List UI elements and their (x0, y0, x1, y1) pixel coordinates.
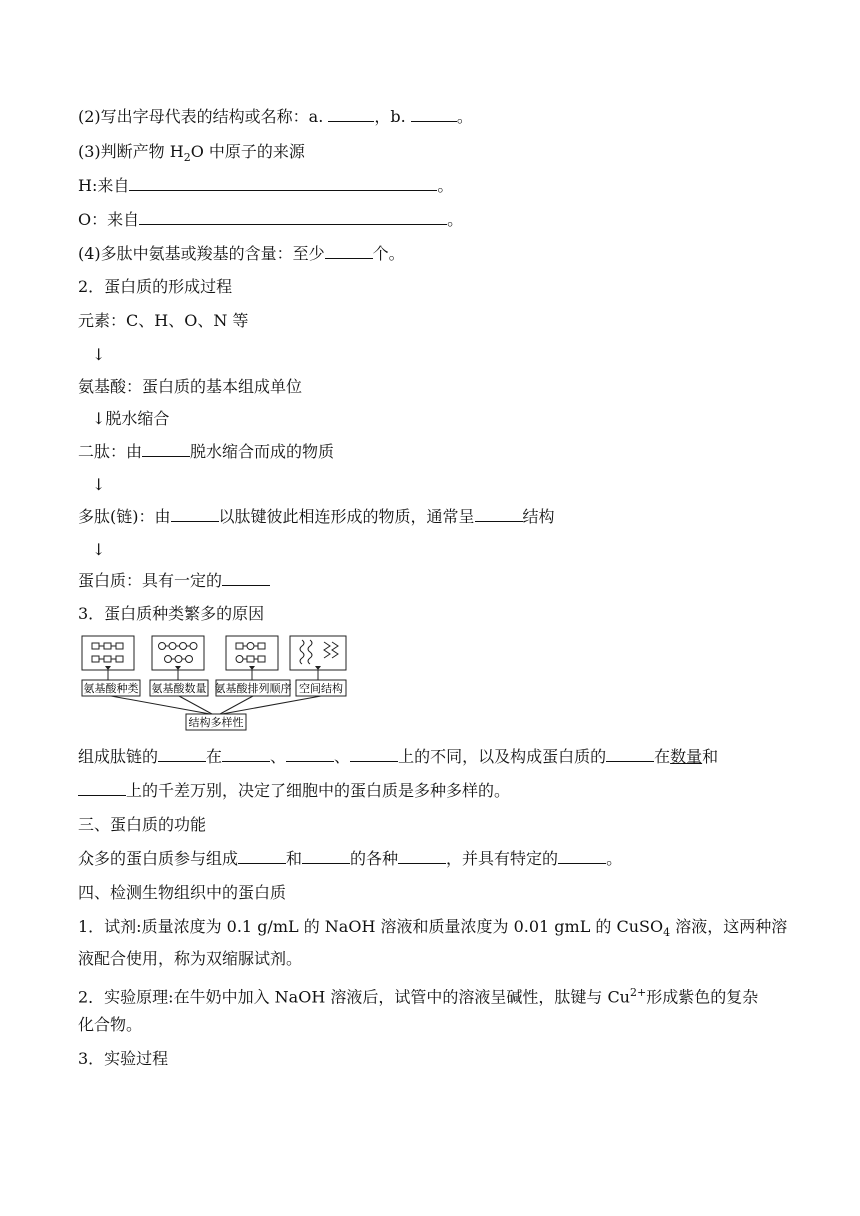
h-source-line: H:来自 。 (78, 176, 454, 195)
diagram-result: 结构多样性 (188, 716, 244, 729)
section-2-title: 2．蛋白质的形成过程 (78, 277, 233, 296)
amino-acid-line: 氨基酸：蛋白质的基本组成单位 (78, 377, 303, 396)
down-arrow-icon: ↓ (92, 540, 106, 559)
question-2-line: (2)写出字母代表的结构或名称：a. ，b. 。 (78, 107, 473, 126)
diversity-line-1: 组成肽链的 在 、 、 上的不同，以及构成蛋白质的 在数量和 (78, 747, 719, 766)
principle-line-1: 2．实验原理:在牛奶中加入 NaOH 溶液后，试管中的溶液呈碱性，肽键与 $Cu^{2+}$形成紫色的复杂 (78, 986, 759, 1007)
diagram-box-4: 空间结构 (299, 682, 343, 695)
reagent-line-1: 1．试剂:质量浓度为 0.1 g/mL 的 NaOH 溶液和质量浓度为 0.01 gmL 的 CuSO$_4$ 溶液，这两种溶 (78, 917, 788, 940)
protein-diversity-diagram (80, 634, 348, 734)
dehydration-arrow: ↓脱水缩合 (92, 409, 170, 428)
diversity-line-2: 上的千差万别，决定了细胞中的蛋白质是多种多样的。 (78, 780, 510, 802)
polypeptide-line: 多肽(链)：由 以肽键彼此相连形成的物质，通常呈 结构 (78, 507, 555, 526)
function-line: 众多的蛋白质参与组成 和 的各种 ，并具有特定的 。 (78, 849, 623, 868)
o-source-line: O：来自 。 (78, 210, 464, 229)
down-arrow-icon: ↓ (92, 409, 106, 428)
procedure-title: 3．实验过程 (78, 1049, 169, 1068)
principle-line-2: 化合物。 (78, 1015, 143, 1034)
elements-line: 元素：C、H、O、N 等 (78, 311, 249, 330)
reagent-line-2: 液配合使用，称为双缩脲试剂。 (78, 949, 303, 968)
diagram-box-2: 氨基酸数量 (151, 682, 207, 695)
protein-line: 蛋白质：具有一定的 (78, 570, 270, 592)
dipeptide-line: 二肽：由 脱水缩合而成的物质 (78, 442, 335, 461)
section-function-title: 三、蛋白质的功能 (78, 815, 207, 834)
diagram-box-1: 氨基酸种类 (83, 682, 139, 695)
question-3-line: (3)判断产物 $H_2O$ 中原子的来源 (78, 142, 305, 165)
down-arrow-icon: ↓ (92, 475, 106, 494)
down-arrow-icon: ↓ (92, 345, 106, 364)
diagram-box-3: 氨基酸排列顺序 (214, 682, 292, 695)
question-4-line: (4)多肽中氨基或羧基的含量：至少 个。 (78, 244, 405, 263)
section-3-title: 3．蛋白质种类繁多的原因 (78, 604, 265, 623)
section-detect-title: 四、检测生物组织中的蛋白质 (78, 883, 287, 902)
